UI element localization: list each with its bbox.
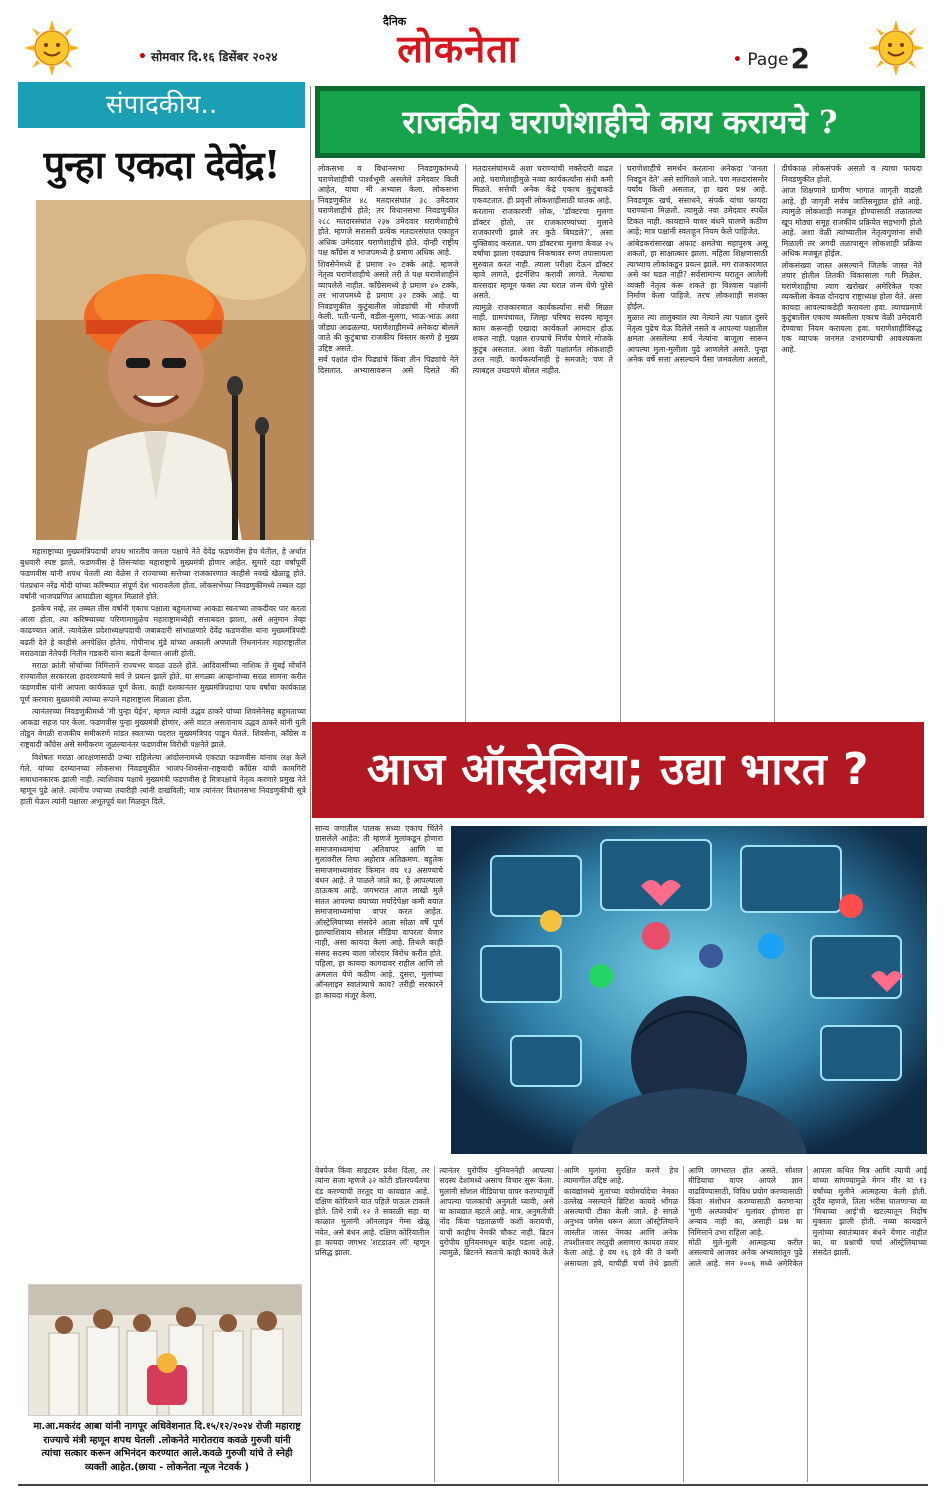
photo-caption: मा.आ.मकरंद आबा यांनी नागपूर अधिवेशनात दि.१५/१२/२०२४ रोजी महाराष्ट्र राज्याचे मंत्री म्हणून शपथ घेतली .लोकनेते मारोतराव कवळे गुरुजी यांनी त्यांचा सत्कार करून अभिनंदन करण्यात आले.कवळे गुरुजी यांचे ते स्नेही व्यक्ती आहेत.(छाया - लोकनेता न्यूज नेटवर्क )	[33, 1421, 301, 1473]
editorial-paragraph: त्यानंतरच्या निवडणुकीमध्ये 'मी पुन्हा येईन', म्हणत त्यांनी उद्धव ठाकरे यांच्या शिवसेनेसह बहुमताच्या आकडा सहज पार केला. फडणवीस पुन्हा मुख्यमंत्री होणार, असे वाटत असतानाच उद्धव ठाकरे यांनी युती तोडून वेगळी राजकीय समीकरणे मांडत स्वतःच्या पदरात मुख्यमंत्रिपद पाडून घेतले. शिवसेना, काँग्रेस व राष्ट्रवादी काँग्रेस असे समीकरण जुळल्यानंतर फडणवीस विरोधी पक्षनेते झाले.	[20, 706, 306, 750]
portrait-illustration	[36, 200, 314, 540]
sun-icon	[24, 20, 80, 76]
article1-body	[318, 164, 922, 724]
article1-paragraph: सर्व पक्षांत दोन पिढ्यांचे किंवा तीन पिढ्यांचे नेते दिसतात. अभ्यासावरून असे दिसते की मतदारसंघांमध्ये अशा घराण्यांची मक्तेदारी वाढत आहे. घराणेशाहीमुळे नव्या कार्यकर्त्यांना संधी कमी मिळते. सत्तेची अनेक केंद्रे एकाच कुटुंबाकडे एकवटतात. ही प्रवृत्ती लोकशाहीसाठी घातक आहे.	[318, 164, 613, 375]
page-bottom-rule	[18, 1484, 928, 1486]
child-social-media-illustration	[451, 826, 927, 1154]
page-indicator: • Page2	[732, 42, 810, 75]
group-photo-illustration	[29, 1285, 302, 1416]
article1-paragraph: घराणेशाहीचे समर्थन करताना अनेकदा 'जनता निवडून देते' असे सांगितले जाते. पण मतदारांसमोर पर्याय किती असतात, हा खरा प्रश्न आहे. निवडणूक खर्च, संसाधने, संपर्क यांचा फायदा घराण्यांना मिळतो. त्यामुळे नवा उमेदवार स्पर्धेत टिकत नाही. कायद्याने यावर बंधने घालणे कठीण आहे; मात्र पक्षांनी स्वतःहून नियम केले पाहिजेत.	[627, 164, 768, 236]
editorial-column	[18, 82, 305, 1480]
article1-paragraph: मुळात त्या तालुक्यात त्या नेत्याने त्या पक्षात दुसरे नेतृत्व पुढेच येऊ दिलेले नसते व आपल्या पक्षातील क्षमता असलेल्या सर्व नेत्यांना बाजूला सारून आपल्या मुला-मुलीला पुढे आणलेले असते. पुन्हा अनेक वर्षे सत्ता असल्याने पैसा जमवलेला असतो, दीर्घकाळ लोकसंपर्क असतो व त्याचा फायदा निवडणुकीत होतो.	[627, 164, 922, 364]
masthead	[18, 14, 930, 82]
article1-paragraph: आंबेडकरांसारखा अफाट क्षमतेचा महापुरुष असू शकतो, हा साक्षात्कार झाला. महिला शिक्षणासाठी त्याच्याच लोकांकडून प्रयत्न झाले. मग राजकारणात असे का घडत नाही? सर्वसामान्य घरातून आलेली व्यक्ती नेतृत्व करू शकते हा विश्वास पक्षांनी निर्माण केला पाहिजे. तरच लोकशाही सशक्त होईल.	[627, 238, 768, 311]
issue-date: • सोमवार दि.१६ डिसेंबर २०२४	[138, 49, 278, 65]
event-photo	[28, 1284, 302, 1416]
article2-body	[315, 1166, 927, 1482]
article2-paragraph: त्यानंतर युरोपीय युनियननेही आपल्या सदस्य देशांमध्ये असाच विचार सुरू केला. मुलांनी सोशल मीडियाचा वापर करण्यापूर्वी आपल्या पालकांची अनुमती घ्यावी, असे या कायद्यात म्हटले आहे. मात्र, अनुमतीची नोंद किंवा पडताळणी कशी करायची, याची काहीच नेमकी चौकट नाही. ब्रिटन युरोपीय युनियनमधून बाहेर पडला आहे. त्यामुळे, ब्रिटनने स्वतःचे काही कायदे केले आणि मुलांना सुरक्षित करणे हेच त्यामागील उद्दिष्ट आहे.	[439, 1166, 679, 1258]
article1-paragraph: त्यामुळे राजकारणात कार्यकर्त्यांना संधी मिळत नाही. ग्रामपंचायत, जिल्हा परिषद सदस्य म्हणून काम करूनही एखादा कार्यकर्ता आमदार होऊ शकत नाही. पक्षात राज्याचे निर्णय घेणारे मोजके कुटुंब असतात. अशा वेळी पक्षांतर्गत लोकशाही उरत नाही. कार्यकर्त्यांनाही हे समजते; पण ते त्याबद्दल उघडपणे बोलत नाहीत.	[472, 302, 613, 375]
issue-date-text: सोमवार दि.१६ डिसेंबर २०२४	[150, 50, 278, 64]
editorial-paragraph: महाराष्ट्राच्या मुख्यमंत्रिपदाची शपथ भारतीय जनता पक्षाचे नेते देवेंद्र फडणवीस हेच घेतील, हे अर्थात बुधवारी स्पष्ट झाले. फडणवीस हे तिसऱ्यांदा महाराष्ट्राचे मुख्यमंत्री होणार आहेत. सुमारे दहा वर्षांपूर्वी फडणवीस यांनी शपथ घेतली त्या वेळेस ते राज्याच्या सत्तेच्या राजकारणात काहीसे नवखे खेळाडू होते. पंतप्रधान नरेंद्र मोदी यांच्या करिष्म्यात संपूर्ण देश भारावलेला होता. लोकसभेच्या निवडणुकीमध्ये तब्बल दहा वर्षांनी भाजपप्रणित आघाडीला बहुमत मिळाले होते.	[20, 547, 306, 601]
article1-headline-banner	[315, 86, 925, 158]
article1-paragraph: लोकसभा व विधानसभा निवडणुकांमध्ये घराणेशाहीची पार्श्वभूमी असलेले उमेदवार किती आहेत, याचा मी अभ्यास केला. लोकसभा निवडणुकीत ४८ मतदारसंघांत ३८ उमेदवार घराणेशाहीचे होते; तर विधानसभा निवडणुकीत २८८ मतदारसंघांत २३७ उमेदवार घराणेशाहीचे होते. म्हणजे सरासरी प्रत्येक मतदारसंघात एकाहून अधिक उमेदवार घराणेशाहीचे होते. दोन्ही राष्ट्रीय पक्ष काँग्रेस व भाजपमध्ये हे प्रमाण अधिक आहे.	[318, 164, 459, 257]
article2-paragraph: मोठी मुले-मुली आत्महत्या करीत असल्याचे आजवर अनेक अभ्यासांतून पुढे आले आहे. सन २००६ मध्ये अमेरिकेत आपला कथित मित्र आणि त्याची आई यांच्या सांगण्यामुळे मेगन मीर या १३ वर्षांच्या मुलीने आत्महत्या केली होती. दुर्दैव म्हणजे, तिला भरीस घालणाऱ्या या 'मित्राच्या आई'ची खटल्यातून निर्दोष मुक्तता झाली होती. नव्या कायद्याने मुलांच्या स्वातंत्र्यावर बंधने येणार नाहीत का, या प्रश्नाची चर्चा ऑस्ट्रेलियाच्या संसदेत झाली.	[688, 1166, 927, 1268]
page-label: Page	[747, 50, 789, 70]
article1-paragraph: आज शिक्षणाने ग्रामीण भागात जागृती वाढली आहे. ही जागृती सर्वच जातिसमूहात होते आहे. त्यामुळे लोकशाही मजबूत होण्यासाठी तळातल्या खूप मोठ्या समूह राजकीय प्रक्रियेत सहभागी होतो आहे. अशा वेळी त्यांच्यातील नेतृत्वगुणांना संधी मिळाली तर अगदी तळापासून लोकशाही प्रक्रिया अधिक मजबूत होईल.	[781, 186, 922, 258]
page-number: 2	[790, 42, 810, 75]
editorial-title: पुन्हा एकदा देवेंद्र!	[43, 142, 280, 187]
article1-paragraph: करताना राजकारणी लोक, 'डॉक्टरचा मुलगा डॉक्टर होतो, तर राजकारण्यांच्या मुलाने राजकारणी झाले तर कुठे बिघडले?', असा युक्तिवाद करतात. पण डॉक्टरचा मुलगा केवळ २५ वर्षांचा झाला एवढ्याच निकषावर रुग्ण तपासायला सुरुवात करत नाही. त्याला परीक्षा देऊन डॉक्टर व्हावे लागते, इंटर्नशिप करावी लागते. नेत्यांचा वारसदार म्हणून फक्त त्या घरात जन्म घेणे पुरेसे असते.	[472, 207, 613, 300]
article1-paragraph: लोकसंख्या जास्त असल्याने जितके जास्त नेते तयार होतील तितकी विकासाला गती मिळेल. घराणेशाहीचा त्याग खरोखर अमेरिकेत एका व्यक्तीला केवळ दोनदाच राष्ट्राध्यक्ष होता येते. असा कायदा आपल्याकडेही करायला हवा. त्याचप्रमाणे कुटुंबातील एकाच व्यक्तीला एकाच वेळी उमेदवारी देण्याचा नियम करायला हवा. घराणेशाहीविरुद्ध एक व्यापक जनमत उभारण्याची आवश्यकता आहे.	[781, 260, 922, 354]
article2-paragraph: वेबपेज किंवा साइटवर प्रवेश दिला, तर त्यांना सजा म्हणजे ३२ कोटी डॉलरपर्यंतचा दंड करण्याची तरतूद या कायद्यात आहे. दक्षिण कोरियाने यात पहिले पाऊल टाकले होते. तिथे रात्री १२ ते सकाळी सहा या काळात मुलांनी ऑनलाइन गेम्स खेळू नयेत, असे बंधन आहे. दक्षिण कोरियातील हा कायदा जगभर 'शटडाउन लॉ' म्हणून प्रसिद्ध झाला.	[315, 1166, 430, 1258]
editorial-photo	[36, 200, 314, 540]
editorial-paragraph: मराठा क्रांती मोर्चाच्या निमित्ताने राज्यभर वादळ उठले होते. आदिवासींच्या नाशिक ते मुंबई मोर्चाने राज्यातील सरकारला हादरवण्याचे सर्व ते प्रयत्न झाले होते. या सगळ्या आव्हानांच्या सरळ सामना करीत फडणवीस यांनी आपला कार्यकाळ पूर्ण केला. काही दशकानंतर मुख्यमंत्रिपदाचा पाच वर्षांचा कार्यकाळ पूर्ण करणारा मुख्यमंत्री त्यांच्या रूपाने महाराष्ट्राला मिळाला होता.	[20, 661, 306, 704]
article2-paragraph: कायद्यांमध्ये मुलांच्या वयोमर्यादेचा नेमका उल्लेख नसल्याने ब्रिटिश कायदे भोंगळ असल्याची टीका केली जाते. हे सगळे अनुभव जमेस धरून आता ऑस्ट्रेलियाने जास्तीत जास्त नेमका आणि अनेक तपशीलवार तरतुदी असणारा कायदा तयार केला आहे. हे वय १६ हवे की ते कमी असायला हवे, याचीही चर्चा तेथे झाली आणि जगभरात होत असते. सोशल मीडियाचा वापर आपले ज्ञान वाढविण्यासाठी, विविध प्रयोग करण्यासाठी किंवा संशोधन करण्यासाठी करणाऱ्या 'गुणी अल्पवयीन' मुलांवर होणारा हा अन्याय नाही का, असाही प्रश्न या निमित्ताने उभा राहिला आहे.	[563, 1166, 803, 1268]
article2-intro: सान्य जगातील पालक सध्या एकाच चिंतेने ग्रासलेले आहेत: ती म्हणजे मुलांकडून होणारा समाजमाध्यमांचा अतिवापर आणि या मुलांवरील तिचा अहोरात्र अतिक्रमण. बहुतेक समाजमाध्यमांवर किमान वय १३ असण्याचे बंधन आहे. ते पाळले जाते का, हे आपल्याला ठाऊकच आहे. जगभरात आज लाखो मुले सतत आपल्या वयाच्या मर्यादेपेक्षा कमी वयात समाजमाध्यमांचा वापर करत आहेत. ऑस्ट्रेलियाच्या संसदेने आता सोळा वर्षे पूर्ण झाल्याशिवाय सोशल मीडिया वापरता येणार नाही, असा कायदा केला आहे. तिथले काही संसद सदस्य याला जोरदार विरोध करीत होते. पहिला, हा कायदा कागदावर राहील आणि तो अमलात येणे कठीण आहे. दुसरा, मुलांच्या ऑनलाइन स्वातंत्र्याचे काय? तरीही सरकारने हा कायदा मंजूर केला.	[315, 824, 443, 1000]
article2-headline-banner	[312, 722, 924, 818]
column-divider	[310, 86, 311, 1482]
article2-headline: आज ऑस्ट्रेलिया; उद्या भारत ?	[366, 744, 870, 795]
newspaper-brand	[353, 16, 563, 70]
brand-prefix: दैनिक	[383, 15, 407, 28]
sun-icon	[868, 20, 924, 76]
article2-illustration	[451, 826, 927, 1154]
brand-name: लोकनेता	[397, 26, 519, 71]
editorial-body	[20, 546, 306, 809]
section-label: संपादकीय..	[18, 82, 305, 128]
editorial-paragraph: विशेषतः मराठा आरक्षणासाठी उभ्या राहिलेल्या आंदोलनामध्ये एकट्या फडणवीस यांनाच लक्ष केले गेले. यांच्या दरम्यानच्या लोकसभा निवडणुकीत भाजप-शिवसेना-राष्ट्रवादी काँग्रेस यांची कामगिरी समाधानकारक झाली नाही. त्याशिवाय पक्षाचे मुख्यमंत्री फडणवीस हे मित्रपक्षांचे नेतृत्व करणारे प्रमुख नेते म्हणून पुढे आले. त्यांनीच ज्याच्या तयारीही त्यांनी दाखविली; मात्र त्यांनंतर विधानसभा निवडणुकीची सूत्रे हाती घेऊन त्यांनी पक्षाला अभूतपूर्व यश मिळवून दिले.	[20, 752, 306, 807]
article1-headline: राजकीय घराणेशाहीचे काय करायचे ?	[402, 103, 838, 141]
article1-paragraph: शिवसेनेमध्ये हे प्रमाण २० टक्के आहे. म्हणजे नेतृत्व घराणेशाहीचे असते तरी ते पक्ष घराणेशाहीने व्यापलेले नाहीत. काँग्रेसमध्ये हे प्रमाण ४० टक्के, तर भाजपमध्ये हे प्रमाण ३२ टक्के आहे. या निवडणुकीत कुटुंबातील जोड्यांची मी मोजणी केली. पती-पत्नी, वडील-मुलगा, भाऊ-भाऊ अशा जोड्या आढळल्या. घराणेशाहीमध्ये अनेकदा बोलले जाते की कुटुंबाचा राजकीय विस्तार करणे हे मुख्य उद्दिष्ट असते.	[318, 259, 459, 353]
editorial-paragraph: इतकेच नव्हे, तर तब्बल तीस वर्षांनी एकाच पक्षाला बहुमताच्या आकडा स्वतःच्या ताकदीवर पार करता आला होता. त्या करिष्म्याच्या परिणामामुळेच महाराष्ट्रामध्येही सत्ताबदल झाला, असे अनुमान तेव्हा काढण्यात आले. त्यावेळेस प्रदेशाध्यक्षपदाची जबाबदारी सांभाळणारे देवेंद्र फडणवीस यांना मुख्यमंत्रिपदी बढती देते हे काहीसे अनपेक्षित होतेच. गोपीनाथ मुंडे यांच्या अकाली अपघाती निधनानंतर महाराष्ट्रातील मराठवाडा नेतेपदी नितीन गडकरी यांना बढती देण्यात आली होती.	[20, 604, 306, 658]
